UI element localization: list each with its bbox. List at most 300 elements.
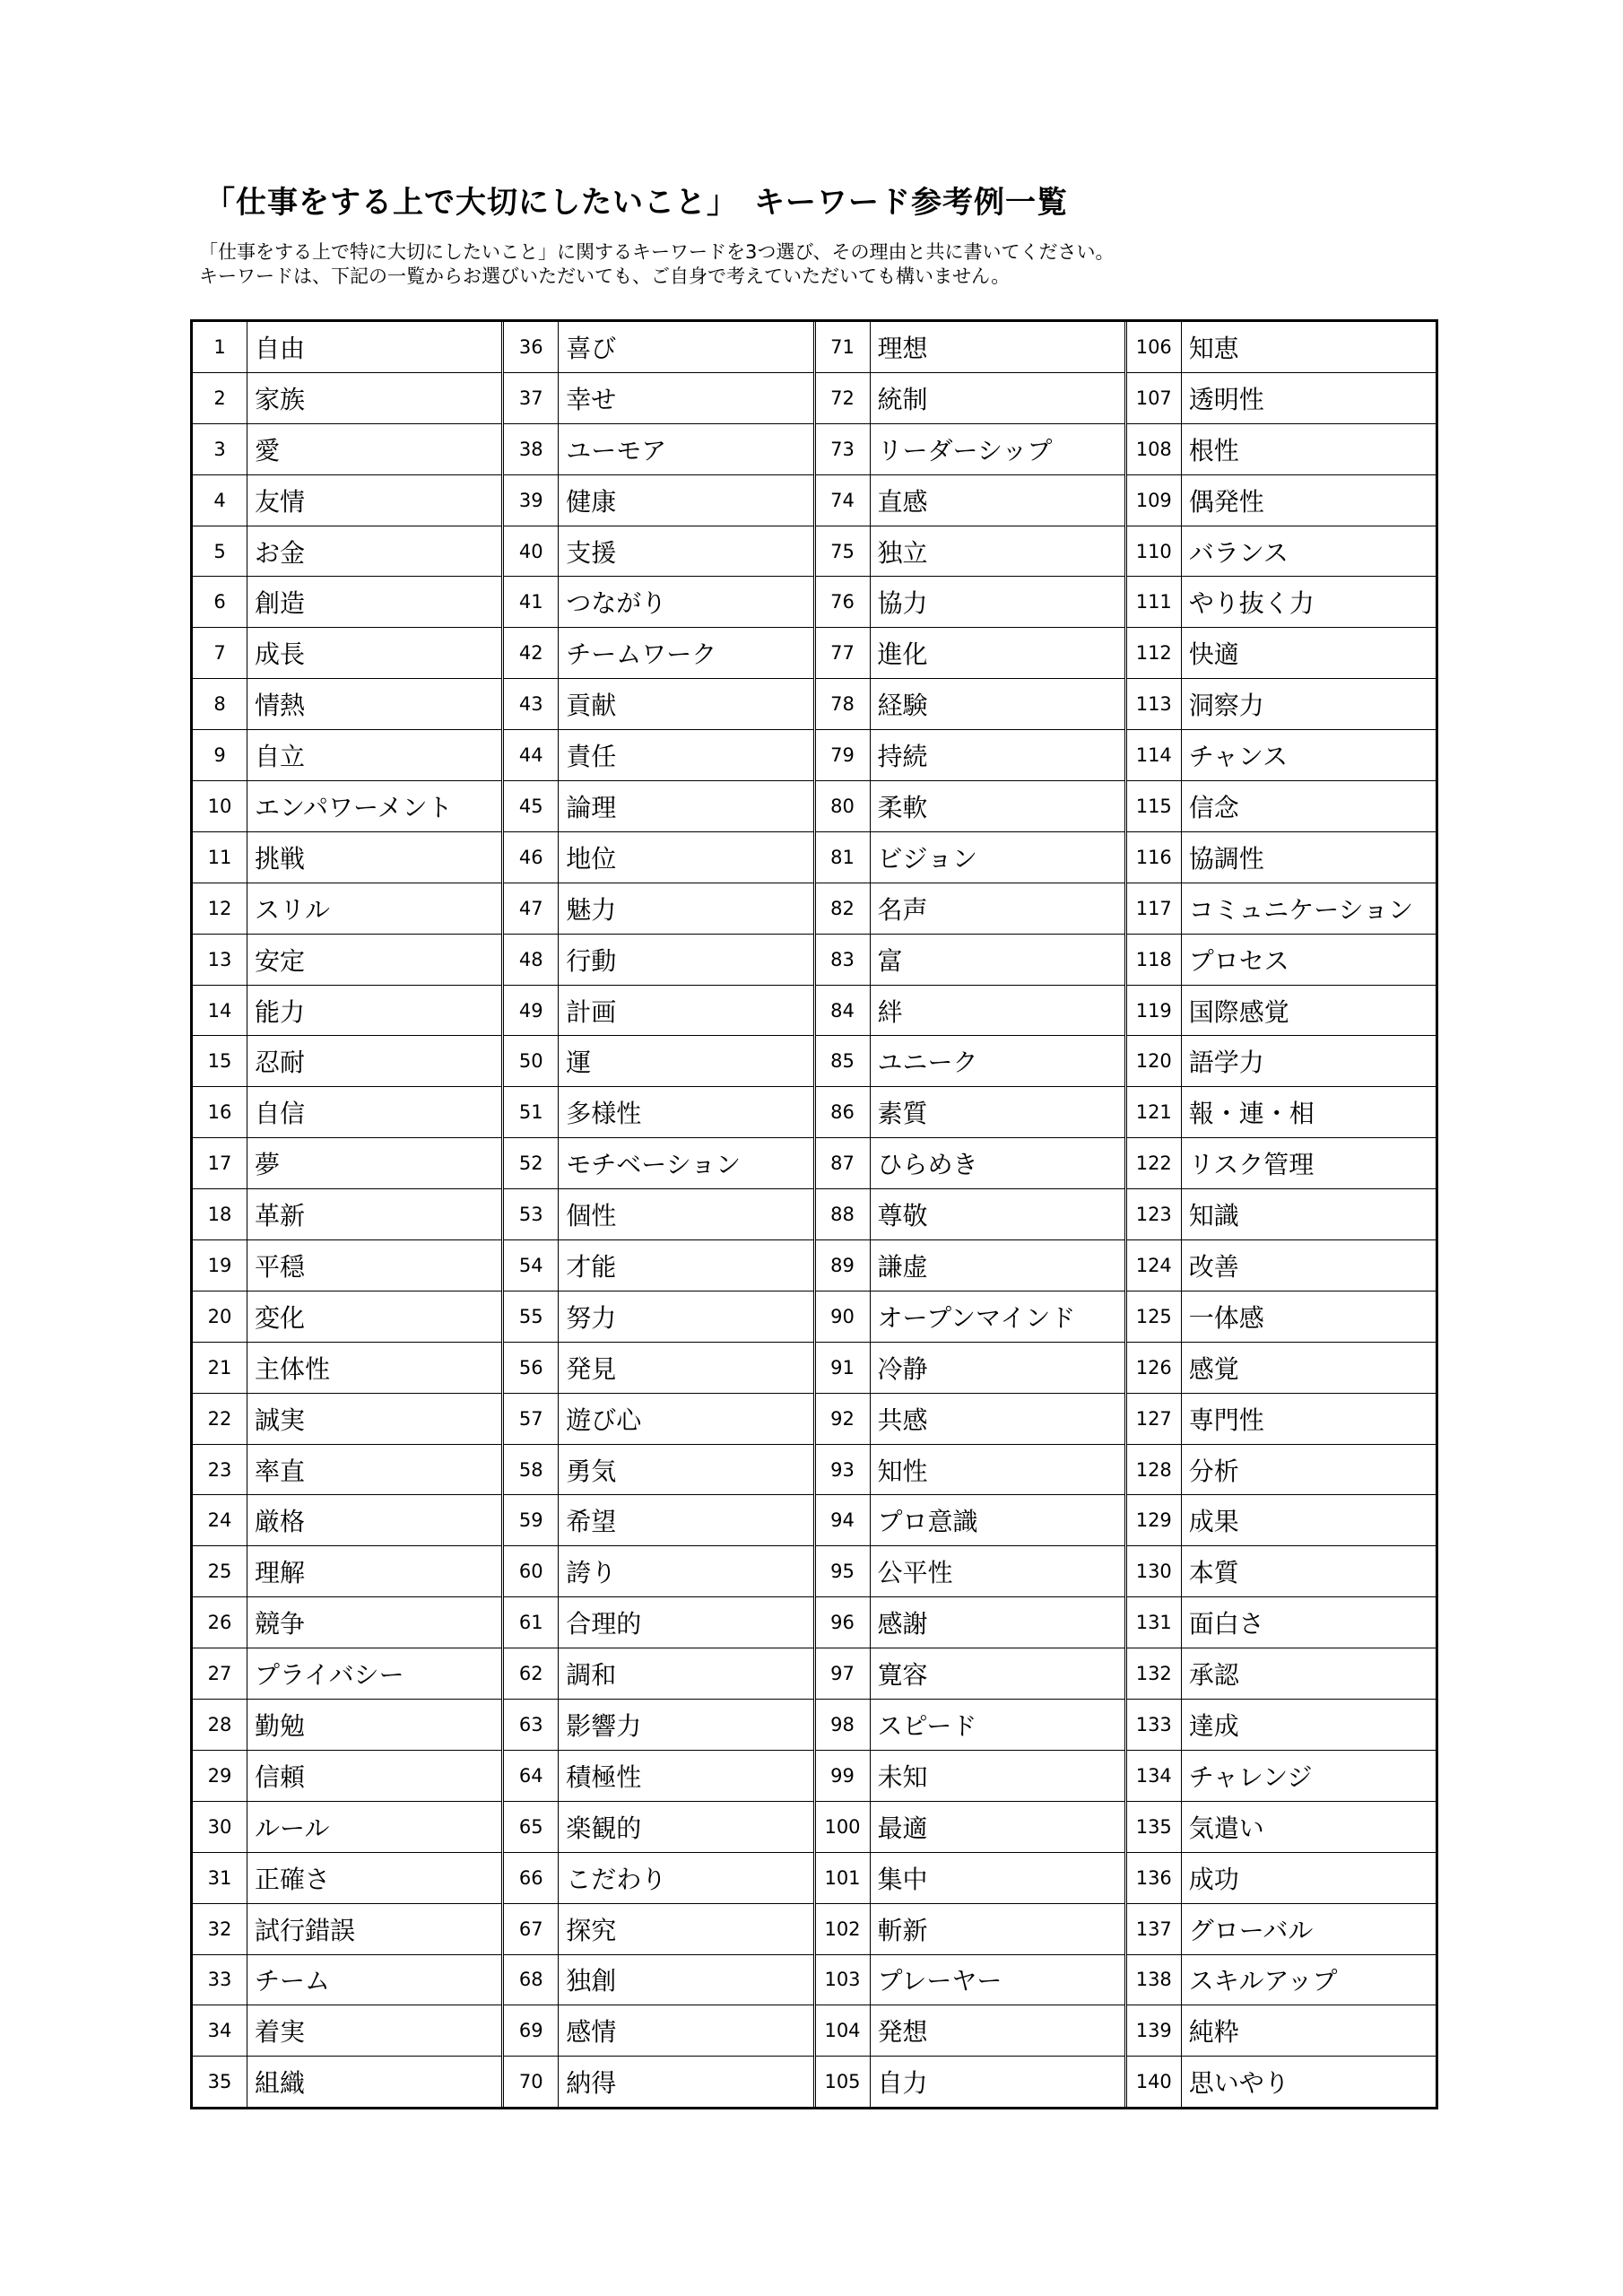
keyword-row xyxy=(1127,781,1436,832)
keyword-row xyxy=(193,1036,501,1087)
keyword-row xyxy=(1127,373,1436,424)
keyword-number: 113 xyxy=(1127,679,1182,729)
keyword-row xyxy=(193,1189,501,1240)
keyword-number: 119 xyxy=(1127,986,1182,1036)
keyword-row xyxy=(1127,1189,1436,1240)
keyword-number: 64 xyxy=(504,1751,559,1801)
keyword-text: チャンス xyxy=(1188,742,1289,772)
keyword-number: 104 xyxy=(816,2005,871,2056)
keyword-row xyxy=(504,935,812,986)
keyword-row xyxy=(816,1036,1124,1087)
keyword-text: 発見 xyxy=(566,1353,617,1384)
keyword-text: 絆 xyxy=(877,996,903,1027)
keyword-number: 45 xyxy=(504,781,559,831)
keyword-row xyxy=(1127,730,1436,781)
keyword-text: 率直 xyxy=(255,1456,306,1486)
keyword-text: 経験 xyxy=(877,691,928,721)
keyword-row xyxy=(504,2005,812,2057)
keyword-text: グローバル xyxy=(1188,1915,1314,1945)
keyword-number: 127 xyxy=(1127,1394,1182,1444)
keyword-number: 73 xyxy=(816,424,871,474)
keyword-text: 多様性 xyxy=(566,1099,642,1129)
keyword-number: 8 xyxy=(193,679,247,729)
keyword-text: 情熱 xyxy=(255,691,306,721)
keyword-row xyxy=(1127,1648,1436,1700)
keyword-text: 冷静 xyxy=(877,1353,928,1384)
keyword-text: チャレンジ xyxy=(1188,1761,1313,1792)
keyword-text: 理解 xyxy=(255,1558,306,1588)
keyword-text: 競争 xyxy=(255,1609,306,1639)
keyword-text: 積極性 xyxy=(566,1761,642,1792)
keyword-text: 思いやり xyxy=(1188,2068,1289,2099)
keyword-text: 承認 xyxy=(1188,1660,1239,1691)
keyword-row xyxy=(816,526,1124,578)
keyword-number: 35 xyxy=(193,2057,247,2107)
keyword-number: 77 xyxy=(816,628,871,678)
keyword-row xyxy=(1127,1546,1436,1597)
keyword-text: リーダーシップ xyxy=(877,435,1053,465)
keyword-number: 41 xyxy=(504,577,559,627)
keyword-number: 110 xyxy=(1127,526,1182,577)
keyword-row xyxy=(504,577,812,628)
keyword-row xyxy=(816,1597,1124,1648)
keyword-row xyxy=(504,526,812,578)
keyword-number: 4 xyxy=(193,475,247,526)
keyword-column xyxy=(193,322,504,2107)
keyword-number: 18 xyxy=(193,1189,247,1239)
keyword-number: 91 xyxy=(816,1343,871,1393)
keyword-text: 本質 xyxy=(1188,1558,1239,1588)
keyword-text: 集中 xyxy=(877,1864,928,1894)
keyword-row xyxy=(1127,1955,1436,2006)
keyword-text: 計画 xyxy=(566,996,617,1027)
keyword-row xyxy=(504,1445,812,1496)
keyword-text: 独創 xyxy=(566,1966,617,1996)
keyword-number: 128 xyxy=(1127,1445,1182,1495)
keyword-text: 自由 xyxy=(255,333,306,363)
keyword-number: 100 xyxy=(816,1802,871,1852)
keyword-row xyxy=(816,2057,1124,2107)
keyword-number: 88 xyxy=(816,1189,871,1239)
keyword-row xyxy=(193,1138,501,1189)
keyword-number: 123 xyxy=(1127,1189,1182,1239)
keyword-number: 1 xyxy=(193,322,247,372)
keyword-text: 偶発性 xyxy=(1188,486,1264,517)
keyword-text: 納得 xyxy=(566,2068,617,2099)
keyword-row xyxy=(504,1546,812,1597)
keyword-number: 39 xyxy=(504,475,559,526)
keyword-row xyxy=(193,1751,501,1802)
keyword-number: 33 xyxy=(193,1955,247,2005)
keyword-row xyxy=(193,1904,501,1955)
keyword-row xyxy=(193,832,501,883)
keyword-text: 楽観的 xyxy=(566,1813,642,1843)
keyword-number: 25 xyxy=(193,1546,247,1596)
keyword-text: 試行錯誤 xyxy=(255,1915,356,1945)
keyword-number: 68 xyxy=(504,1955,559,2005)
keyword-text: 厳格 xyxy=(255,1507,306,1537)
keyword-row xyxy=(816,986,1124,1037)
keyword-number: 23 xyxy=(193,1445,247,1495)
keyword-number: 60 xyxy=(504,1546,559,1596)
keyword-row xyxy=(1127,628,1436,679)
keyword-number: 49 xyxy=(504,986,559,1036)
keyword-text: 影響力 xyxy=(566,1710,642,1741)
keyword-text: 名声 xyxy=(877,894,928,925)
keyword-number: 38 xyxy=(504,424,559,474)
keyword-row xyxy=(816,832,1124,883)
keyword-text: 発想 xyxy=(877,2017,928,2048)
keyword-row xyxy=(816,679,1124,730)
keyword-row xyxy=(504,1292,812,1343)
keyword-row xyxy=(1127,883,1436,935)
keyword-number: 106 xyxy=(1127,322,1182,372)
keyword-number: 15 xyxy=(193,1036,247,1086)
keyword-number: 136 xyxy=(1127,1853,1182,1903)
keyword-row xyxy=(193,730,501,781)
keyword-number: 76 xyxy=(816,577,871,627)
keyword-text: プレーヤー xyxy=(877,1966,1002,1996)
keyword-row xyxy=(193,2057,501,2107)
keyword-number: 29 xyxy=(193,1751,247,1801)
keyword-number: 52 xyxy=(504,1138,559,1188)
keyword-text: 透明性 xyxy=(1188,384,1264,414)
keyword-row xyxy=(193,1240,501,1292)
keyword-row xyxy=(1127,1751,1436,1802)
keyword-row xyxy=(816,373,1124,424)
keyword-text: 自力 xyxy=(877,2068,928,2099)
keyword-row xyxy=(193,1343,501,1394)
keyword-number: 66 xyxy=(504,1853,559,1903)
instruction-line: 「仕事をする上で特に大切にしたいこと」に関するキーワードを3つ選び、その理由と共に書いてください。 xyxy=(199,241,1115,263)
keyword-row xyxy=(504,1597,812,1648)
keyword-row xyxy=(816,577,1124,628)
keyword-row xyxy=(816,2005,1124,2057)
keyword-text: 安定 xyxy=(255,945,306,976)
keyword-text: リスク管理 xyxy=(1188,1150,1315,1180)
keyword-text: 一体感 xyxy=(1188,1302,1264,1333)
keyword-text: 統制 xyxy=(877,384,928,414)
keyword-text: 探究 xyxy=(566,1915,617,1945)
keyword-text: 分析 xyxy=(1188,1456,1239,1486)
keyword-text: 成長 xyxy=(255,639,306,670)
keyword-text: 報・連・相 xyxy=(1188,1099,1315,1129)
keyword-row xyxy=(816,730,1124,781)
keyword-number: 22 xyxy=(193,1394,247,1444)
keyword-text: チームワーク xyxy=(566,639,717,670)
keyword-row xyxy=(1127,1495,1436,1546)
keyword-row xyxy=(504,781,812,832)
keyword-text: 知恵 xyxy=(1188,333,1239,363)
keyword-text: 最適 xyxy=(877,1813,928,1843)
keyword-number: 28 xyxy=(193,1700,247,1750)
keyword-number: 31 xyxy=(193,1853,247,1903)
keyword-row xyxy=(1127,1087,1436,1138)
keyword-number: 55 xyxy=(504,1292,559,1342)
keyword-number: 34 xyxy=(193,2005,247,2056)
keyword-row xyxy=(1127,1343,1436,1394)
keyword-row xyxy=(504,1751,812,1802)
keyword-number: 118 xyxy=(1127,935,1182,985)
keyword-number: 57 xyxy=(504,1394,559,1444)
keyword-number: 105 xyxy=(816,2057,871,2107)
keyword-row xyxy=(504,1343,812,1394)
instruction-line: キーワードは、下記の一覧からお選びいただいても、ご自身で考えていただいても構いません。 xyxy=(199,265,1011,287)
keyword-row xyxy=(1127,322,1436,373)
keyword-row xyxy=(193,1394,501,1445)
keyword-row xyxy=(816,1751,1124,1802)
keyword-text: 挑戦 xyxy=(255,843,306,874)
keyword-row xyxy=(193,577,501,628)
keyword-text: オープンマインド xyxy=(877,1302,1076,1333)
keyword-number: 101 xyxy=(816,1853,871,1903)
keyword-text: 組織 xyxy=(255,2068,306,2099)
keyword-row xyxy=(504,679,812,730)
keyword-text: つながり xyxy=(566,588,667,619)
keyword-row xyxy=(193,883,501,935)
keyword-row xyxy=(816,1087,1124,1138)
keyword-row xyxy=(193,1648,501,1700)
keyword-text: 希望 xyxy=(566,1507,617,1537)
keyword-number: 80 xyxy=(816,781,871,831)
keyword-row xyxy=(816,1343,1124,1394)
keyword-text: 寛容 xyxy=(877,1660,928,1691)
keyword-number: 115 xyxy=(1127,781,1182,831)
keyword-number: 14 xyxy=(193,986,247,1036)
keyword-number: 135 xyxy=(1127,1802,1182,1852)
keyword-row xyxy=(193,1495,501,1546)
keyword-row xyxy=(1127,832,1436,883)
keyword-text: ユニーク xyxy=(877,1048,978,1078)
keyword-row xyxy=(504,1087,812,1138)
keyword-row xyxy=(1127,1597,1436,1648)
keyword-text: 自信 xyxy=(255,1099,306,1129)
keyword-number: 16 xyxy=(193,1087,247,1137)
keyword-text: 創造 xyxy=(255,588,306,619)
keyword-text: 遊び心 xyxy=(566,1405,642,1435)
keyword-text: 成果 xyxy=(1188,1507,1239,1537)
keyword-row xyxy=(816,1955,1124,2006)
keyword-text: 純粋 xyxy=(1188,2017,1239,2048)
keyword-text: 運 xyxy=(566,1048,592,1078)
keyword-text: こだわり xyxy=(566,1864,667,1894)
keyword-column xyxy=(504,322,815,2107)
keyword-row xyxy=(1127,1240,1436,1292)
keyword-text: 主体性 xyxy=(255,1353,331,1384)
keyword-text: 謙虚 xyxy=(877,1251,928,1282)
keyword-row xyxy=(504,1495,812,1546)
keyword-number: 50 xyxy=(504,1036,559,1086)
keyword-text: 行動 xyxy=(566,945,617,976)
keyword-text: 語学力 xyxy=(1188,1048,1264,1078)
keyword-row xyxy=(1127,1700,1436,1751)
keyword-number: 112 xyxy=(1127,628,1182,678)
keyword-text: 信念 xyxy=(1188,792,1239,822)
keyword-row xyxy=(504,1853,812,1904)
keyword-row xyxy=(504,986,812,1037)
keyword-text: 知識 xyxy=(1188,1201,1239,1231)
keyword-text: プライバシー xyxy=(255,1660,404,1691)
keyword-number: 61 xyxy=(504,1597,559,1648)
keyword-number: 117 xyxy=(1127,883,1182,934)
keyword-number: 10 xyxy=(193,781,247,831)
keyword-row xyxy=(1127,475,1436,526)
keyword-text: 気遣い xyxy=(1188,1813,1264,1843)
keyword-text: 自立 xyxy=(255,742,306,772)
keyword-row xyxy=(504,628,812,679)
keyword-text: 独立 xyxy=(877,537,928,568)
keyword-number: 90 xyxy=(816,1292,871,1342)
keyword-text: 勇気 xyxy=(566,1456,617,1486)
keyword-number: 71 xyxy=(816,322,871,372)
keyword-row xyxy=(193,526,501,578)
keyword-number: 124 xyxy=(1127,1240,1182,1291)
keyword-row xyxy=(504,2057,812,2107)
keyword-row xyxy=(193,1955,501,2006)
keyword-text: 忍耐 xyxy=(255,1048,306,1078)
keyword-number: 47 xyxy=(504,883,559,934)
keyword-row xyxy=(816,628,1124,679)
keyword-text: 洞察力 xyxy=(1188,691,1264,721)
keyword-row xyxy=(504,1802,812,1853)
keyword-number: 131 xyxy=(1127,1597,1182,1648)
keyword-text: 斬新 xyxy=(877,1915,928,1945)
keyword-text: 責任 xyxy=(566,742,617,772)
keyword-text: スピード xyxy=(877,1710,977,1741)
keyword-text: 信頼 xyxy=(255,1761,306,1792)
keyword-number: 2 xyxy=(193,373,247,423)
keyword-text: 協調性 xyxy=(1188,843,1264,874)
keyword-number: 94 xyxy=(816,1495,871,1545)
keyword-row xyxy=(504,424,812,475)
keyword-text: 平穏 xyxy=(255,1251,306,1282)
keyword-row xyxy=(504,1036,812,1087)
keyword-text: 成功 xyxy=(1188,1864,1239,1894)
keyword-text: 素質 xyxy=(877,1099,928,1129)
keyword-row xyxy=(193,475,501,526)
keyword-number: 96 xyxy=(816,1597,871,1648)
keyword-text: 努力 xyxy=(566,1302,617,1333)
keyword-text: 根性 xyxy=(1188,435,1239,465)
keyword-row xyxy=(1127,2057,1436,2107)
keyword-row xyxy=(816,424,1124,475)
keyword-row xyxy=(193,1445,501,1496)
keyword-row xyxy=(816,1189,1124,1240)
keyword-text: バランス xyxy=(1188,537,1289,568)
keyword-text: 貢献 xyxy=(566,691,617,721)
keyword-number: 7 xyxy=(193,628,247,678)
keyword-number: 58 xyxy=(504,1445,559,1495)
keyword-number: 51 xyxy=(504,1087,559,1137)
keyword-text: 感情 xyxy=(566,2017,617,2048)
keyword-text: 地位 xyxy=(566,843,617,874)
keyword-number: 3 xyxy=(193,424,247,474)
keyword-text: 改善 xyxy=(1188,1251,1239,1282)
keyword-number: 111 xyxy=(1127,577,1182,627)
keyword-number: 132 xyxy=(1127,1648,1182,1699)
keyword-number: 120 xyxy=(1127,1036,1182,1086)
keyword-text: 理想 xyxy=(877,333,928,363)
keyword-number: 121 xyxy=(1127,1087,1182,1137)
keyword-row xyxy=(1127,1292,1436,1343)
keyword-text: スリル xyxy=(255,894,331,925)
keyword-row xyxy=(816,1495,1124,1546)
keyword-number: 85 xyxy=(816,1036,871,1086)
keyword-text: 魅力 xyxy=(566,894,617,925)
keyword-number: 17 xyxy=(193,1138,247,1188)
keyword-text: 健康 xyxy=(566,486,617,517)
keyword-text: 支援 xyxy=(566,537,617,568)
keyword-row xyxy=(1127,424,1436,475)
keyword-row xyxy=(1127,1802,1436,1853)
keyword-number: 72 xyxy=(816,373,871,423)
keyword-number: 89 xyxy=(816,1240,871,1291)
keyword-row xyxy=(1127,935,1436,986)
keyword-number: 54 xyxy=(504,1240,559,1291)
keyword-number: 24 xyxy=(193,1495,247,1545)
keyword-number: 67 xyxy=(504,1904,559,1954)
keyword-row xyxy=(1127,526,1436,578)
keyword-text: 友情 xyxy=(255,486,306,517)
keyword-text: エンパワーメント xyxy=(255,792,453,822)
keyword-row xyxy=(193,373,501,424)
keyword-number: 92 xyxy=(816,1394,871,1444)
keyword-text: 共感 xyxy=(877,1405,928,1435)
keyword-column xyxy=(1127,322,1436,2107)
keyword-text: 愛 xyxy=(255,435,281,465)
keyword-number: 97 xyxy=(816,1648,871,1699)
keyword-row xyxy=(816,475,1124,526)
keyword-row xyxy=(504,373,812,424)
keyword-row xyxy=(1127,1853,1436,1904)
keyword-row xyxy=(193,1700,501,1751)
keyword-row xyxy=(1127,577,1436,628)
keyword-number: 42 xyxy=(504,628,559,678)
keyword-text: 夢 xyxy=(255,1150,281,1180)
keyword-number: 125 xyxy=(1127,1292,1182,1342)
keyword-number: 21 xyxy=(193,1343,247,1393)
keyword-text: 幸せ xyxy=(566,384,617,414)
keyword-row xyxy=(1127,2005,1436,2057)
keyword-number: 5 xyxy=(193,526,247,577)
keyword-number: 53 xyxy=(504,1189,559,1239)
keyword-row xyxy=(1127,1445,1436,1496)
keyword-row xyxy=(504,1955,812,2006)
keyword-number: 126 xyxy=(1127,1343,1182,1393)
keyword-row xyxy=(504,1138,812,1189)
keyword-number: 103 xyxy=(816,1955,871,2005)
keyword-text: 持続 xyxy=(877,742,928,772)
keyword-row xyxy=(504,322,812,373)
instructions xyxy=(199,240,1115,289)
keyword-text: 革新 xyxy=(255,1201,306,1231)
keyword-text: 国際感覚 xyxy=(1188,996,1289,1027)
keyword-text: スキルアップ xyxy=(1188,1966,1338,1996)
keyword-table xyxy=(190,319,1438,2109)
keyword-number: 32 xyxy=(193,1904,247,1954)
keyword-number: 13 xyxy=(193,935,247,985)
keyword-row xyxy=(816,935,1124,986)
keyword-text: ユーモア xyxy=(566,435,667,465)
keyword-number: 84 xyxy=(816,986,871,1036)
keyword-text: 感謝 xyxy=(877,1609,928,1639)
keyword-number: 133 xyxy=(1127,1700,1182,1750)
keyword-text: ビジョン xyxy=(877,843,977,874)
keyword-number: 98 xyxy=(816,1700,871,1750)
keyword-number: 48 xyxy=(504,935,559,985)
keyword-row xyxy=(1127,1394,1436,1445)
keyword-number: 102 xyxy=(816,1904,871,1954)
